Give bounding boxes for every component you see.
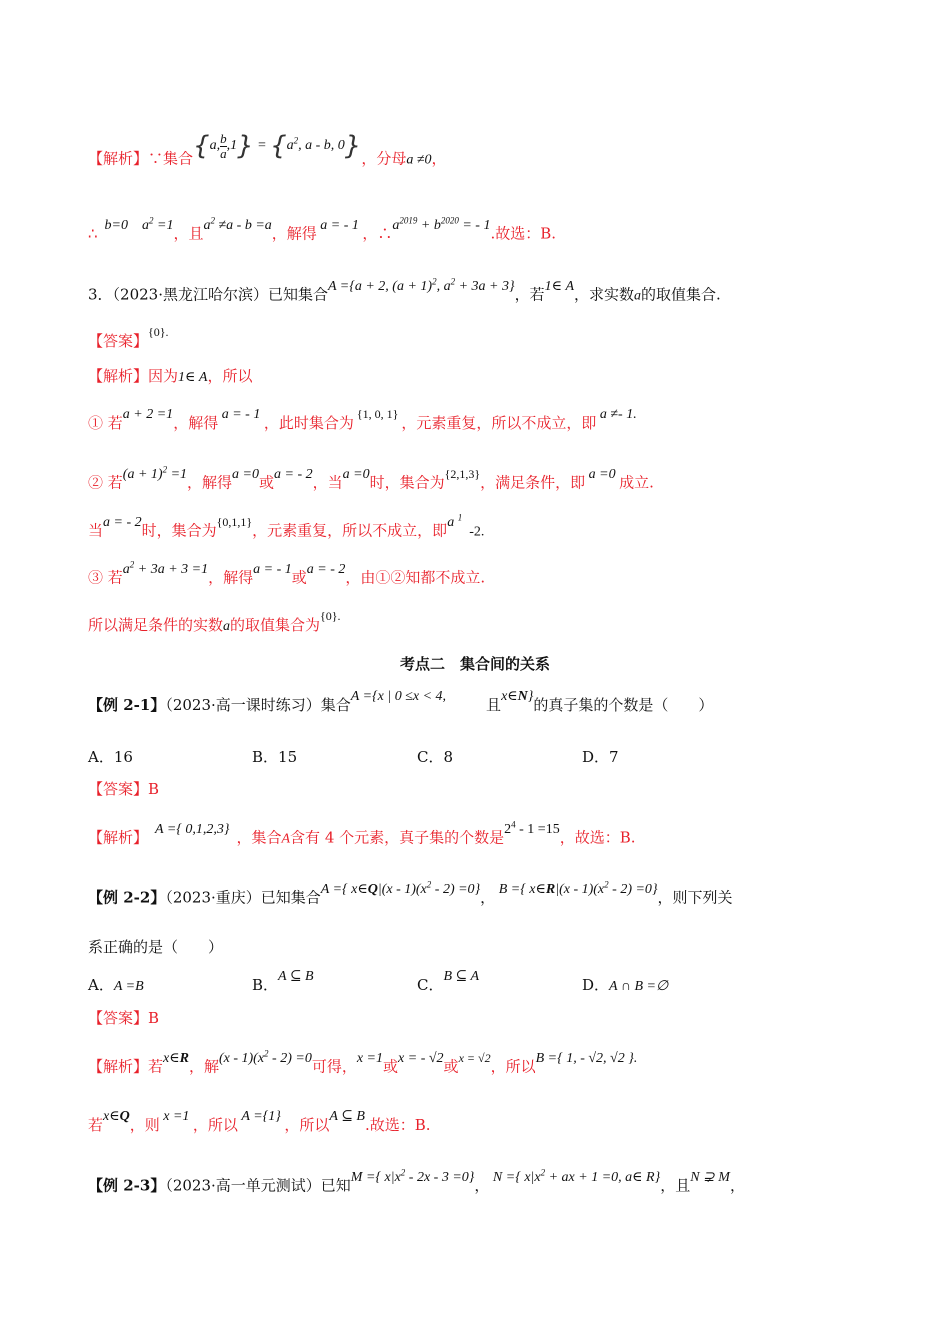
- formula-a-eq-neg2: a = - 2: [103, 514, 142, 530]
- analysis-line-ex21: [88, 819, 636, 847]
- formula-x-in-Q: x∈Q: [103, 1109, 130, 1124]
- option-b[interactable]: [252, 969, 314, 995]
- case-text: -2.: [469, 524, 485, 540]
- formula-power-sum: $a^{2019} + b^{2020}$ = - 1: [392, 215, 491, 233]
- analysis-text: .故选：B.: [364, 1116, 431, 1134]
- analysis-label: 【解析】: [88, 1057, 149, 1076]
- case-text: ，元素重复，所以不成立，即: [252, 521, 448, 540]
- analysis-text: ∵集合: [148, 149, 194, 168]
- example-text: 的真子集的个数是（ ）: [533, 696, 714, 714]
- case-text: 或: [258, 473, 274, 492]
- formula-square-eq-1: $(a + 1)^2 =1$: [122, 464, 188, 482]
- therefore-symbol: ∴: [88, 224, 98, 243]
- formula-set-011: {0,1,1}: [216, 514, 253, 529]
- formula-x-in-R: x∈R: [163, 1050, 189, 1066]
- analysis-text: ，解得: [271, 224, 317, 243]
- formula-B-subset-A: B ⊆ A: [443, 969, 480, 984]
- analysis-line-ex22-b: [88, 1109, 431, 1134]
- formula-1-in-A: 1∈ A: [544, 278, 575, 294]
- case-1-line: [88, 407, 637, 432]
- formula-a-eq-neg1: a = - 1: [218, 407, 264, 422]
- example-text: ，且: [660, 1176, 691, 1195]
- analysis-text: 若: [88, 1116, 104, 1134]
- option-d[interactable]: [582, 974, 668, 995]
- case-text: 时，集合为: [369, 473, 445, 492]
- case-text: 成立.: [619, 473, 654, 492]
- case-2-line: [88, 464, 654, 492]
- case-text: ，当: [312, 473, 343, 492]
- option-label: A．: [88, 976, 114, 994]
- formula-a-neq-0: a ≠0: [406, 152, 432, 168]
- conclusion-text: 的取值集合为: [230, 616, 321, 634]
- formula-a-eq-neg2: a = - 2: [306, 561, 346, 577]
- case-text: ，由①②知都不成立.: [345, 568, 486, 587]
- case-mark: ③ 若: [88, 568, 123, 587]
- option-c[interactable]: [417, 969, 480, 995]
- answer-value: B: [148, 780, 160, 798]
- case-mark: ② 若: [88, 473, 123, 492]
- formula-a-eq-0: a =0: [232, 466, 259, 482]
- example-text: ，则下列关: [657, 888, 733, 907]
- example-label: 【例 2-3】: [88, 1176, 166, 1195]
- answer-line-ex22: [88, 1011, 159, 1026]
- option-d[interactable]: D．7: [582, 748, 619, 766]
- case-text: ，满足条件，即: [480, 473, 586, 492]
- example-source: （2023·高一课时练习）集合: [165, 696, 351, 714]
- case-text: ，解得: [173, 414, 219, 432]
- answer-value: B: [148, 1009, 160, 1027]
- analysis-conclusion: .故选：B.: [490, 224, 557, 243]
- variable-a: a: [223, 619, 231, 634]
- formula-a-neq-neg1: a ≠- 1.: [596, 407, 637, 422]
- analysis-text: ，∴: [362, 224, 393, 243]
- analysis-text: ，所以: [207, 367, 253, 385]
- analysis-text: ，解: [188, 1057, 219, 1076]
- analysis-text: 或: [443, 1057, 459, 1076]
- answer-line-ex21: [88, 782, 159, 797]
- analysis-text: 含有 4 个元素，真子集的个数是: [290, 828, 505, 847]
- formula-a-eq-neg2: a = - 2: [274, 466, 313, 482]
- case-text: ，元素重复，所以不成立，即: [401, 414, 597, 432]
- formula-set-A-def: A ={x | 0 ≤x < 4,: [350, 689, 447, 704]
- example-2-2: [88, 879, 733, 907]
- formula-A-subset-B: A ⊆ B: [278, 969, 314, 984]
- formula-set-101: {1, 0, 1}: [353, 407, 402, 421]
- formula-b-eq-0: b=0 $a^2 =1$: [97, 215, 174, 233]
- answer-value: {0}.: [148, 325, 169, 339]
- analysis-text: ，故选：B.: [559, 828, 636, 847]
- formula-A-set: A ={ 0,1,2,3}: [148, 821, 230, 837]
- case-text: ，解得: [208, 568, 254, 587]
- question-text: 的取值集合.: [641, 285, 721, 304]
- case-text: 时，集合为: [141, 521, 217, 540]
- formula-set-213: {2,1,3}: [444, 466, 481, 481]
- analysis-text: ，且: [173, 224, 204, 243]
- formula-x-neg-root2: x = - √2: [398, 1050, 444, 1066]
- formula-equation: $(x - 1)(x^2 - 2) =0$: [218, 1048, 312, 1066]
- formula-set-A: A ={a + 2, $(a + 1)^2$, $a^2 + 3a + 3$}: [328, 276, 515, 294]
- variable-A: A: [281, 831, 291, 847]
- formula-a2-neq: $a^2 \ne a - b =a$: [203, 215, 272, 233]
- conclusion-text: 所以满足条件的实数: [88, 616, 224, 634]
- analysis-line-ex22: [88, 1048, 638, 1076]
- variable-a: a: [634, 288, 642, 304]
- analysis-line-2: [88, 215, 557, 243]
- formula-N-superset-M: N ⊋ M: [690, 1169, 730, 1185]
- option-a[interactable]: A．16: [88, 748, 133, 766]
- formula-intersection-empty: A ∩ B =∅: [609, 979, 669, 994]
- formula-set-N: N ={ $x|x^2$ + ax + 1 =0, a∈ R}: [489, 1167, 661, 1185]
- formula-a-eq-neg1: a = - 1: [253, 561, 292, 577]
- option-label: D．: [582, 976, 610, 994]
- analysis-text: 或: [383, 1057, 399, 1076]
- formula-A-subset-B: A ⊆ B: [329, 1109, 365, 1124]
- example-label: 【例 2-1】: [88, 696, 166, 714]
- example-2-2-cont: 系正确的是（ ）: [88, 938, 224, 956]
- analysis-text: ，所以: [490, 1057, 536, 1076]
- question-text: ，求实数: [574, 285, 635, 304]
- answer-value: {0}.: [320, 609, 341, 623]
- option-label: C．: [417, 976, 444, 994]
- question-number: 3．: [88, 285, 113, 304]
- formula-set-A-Q: A ={ x∈Q|(x - $1)(x^2 - 2) =0$}: [320, 879, 481, 897]
- answer-label: 【答案】: [88, 332, 149, 350]
- analysis-text: ，所以: [284, 1116, 330, 1134]
- case-3-line: [88, 559, 486, 587]
- analysis-text: ，集合: [236, 828, 282, 847]
- option-c[interactable]: C．8: [417, 748, 454, 766]
- analysis-label: 【解析】: [88, 367, 149, 385]
- analysis-label: 【解析】: [88, 828, 149, 847]
- formula-a-neq-neg2: a $^1$: [447, 512, 463, 530]
- example-text: ，: [474, 1176, 490, 1195]
- answer-label: 【答案】: [88, 1009, 149, 1027]
- punctuation: ，: [431, 149, 447, 168]
- formula-set-equality: {a, $\frac{b}{a}$ $,1\} = \{a^2$, a - b, 0}: [193, 131, 362, 162]
- formula-A-eq-B: A =B: [113, 979, 144, 994]
- analysis-text: ，分母: [361, 149, 407, 168]
- formula-x-in-N: x∈N}: [501, 689, 534, 704]
- case-mark: ① 若: [88, 414, 123, 432]
- case-text: ，解得: [187, 473, 233, 492]
- analysis-line-1: [88, 131, 447, 174]
- analysis-label: 【解析】: [88, 149, 149, 168]
- case-2b-line: [88, 512, 485, 540]
- formula-set-M: M ={ $x|x^2 - 2x - 3 =0$}: [350, 1167, 475, 1185]
- formula-1-in-A: 1∈ A: [178, 370, 208, 385]
- example-source: （2023·高一单元测试）已知: [165, 1176, 351, 1195]
- option-b[interactable]: B．15: [252, 748, 298, 766]
- example-source: （2023·重庆）已知集合: [165, 888, 321, 907]
- analysis-text: 因为: [148, 367, 179, 385]
- case-text: ，此时集合为: [263, 414, 354, 432]
- formula-B-set: B ={ 1, - √2, √2 }.: [535, 1050, 638, 1066]
- example-text: ，: [729, 1176, 745, 1195]
- example-2-3: [88, 1167, 745, 1195]
- case-text: 或: [291, 568, 307, 587]
- conclusion-line: [88, 609, 341, 634]
- section-title: 考点二 集合间的关系: [399, 655, 550, 673]
- case-text: 当: [88, 521, 104, 540]
- example-text: ，: [480, 888, 496, 907]
- formula-x-eq-1: x =1: [356, 1050, 384, 1066]
- option-a[interactable]: [88, 974, 144, 995]
- example-2-1: [88, 689, 714, 714]
- formula-set-B-R: B ={ x∈R|(x - $1)(x^2 - 2) =0$}: [495, 879, 658, 897]
- question-3: [88, 276, 721, 304]
- question-source: （2023·黑龙江哈尔滨）已知集合: [112, 285, 328, 304]
- analysis-text: ，则: [129, 1116, 160, 1134]
- formula-a-eq-neg1: a = - 1: [316, 217, 363, 233]
- formula-x-root2: x = √2: [458, 1050, 491, 1065]
- example-text: 且: [486, 696, 502, 714]
- analysis-text: 若: [148, 1057, 164, 1076]
- analysis-line-q3: [88, 369, 252, 385]
- analysis-text: 可得，: [311, 1057, 357, 1076]
- formula-x-eq-1: x =1: [159, 1109, 193, 1124]
- answer-line-q3: [88, 325, 169, 350]
- formula-a-plus-2: a + 2 =1: [122, 407, 174, 422]
- formula-power-of-2: $2^4 - 1 =15$: [504, 819, 560, 837]
- example-label: 【例 2-2】: [88, 888, 166, 907]
- analysis-text: ，所以: [192, 1116, 238, 1134]
- formula-quadratic: $a^2 + 3a + 3 =1$: [122, 559, 209, 577]
- formula-a-eq-0: a =0: [585, 466, 620, 482]
- question-text: ，若: [514, 285, 545, 304]
- answer-label: 【答案】: [88, 780, 149, 798]
- formula-a-eq-0: a =0: [342, 466, 370, 482]
- formula-A-eq-set1: A ={1}: [237, 1109, 281, 1124]
- option-label: B．: [252, 976, 279, 994]
